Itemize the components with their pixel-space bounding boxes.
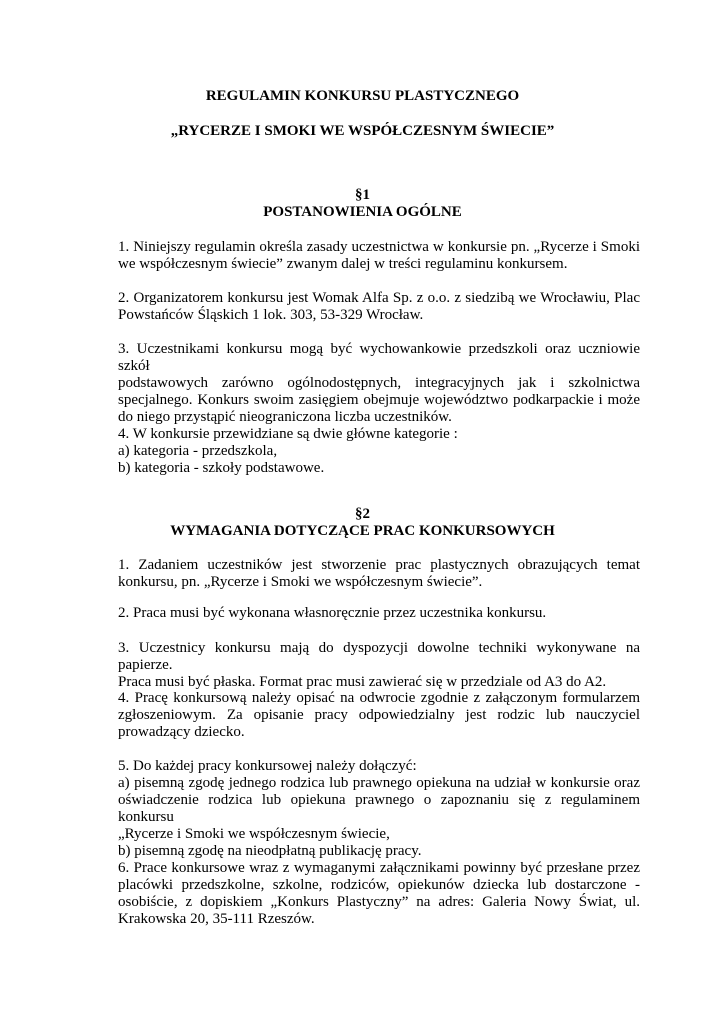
paragraph-line: placówki przedszkolne, szkolne, rodziców, opiekunów dziecka lub dostarczone - bbox=[118, 877, 640, 893]
section-number: §1 bbox=[355, 187, 370, 203]
paragraph-line: konkursu, pn. „Rycerze i Smoki we współczesnym świecie”. bbox=[118, 574, 483, 590]
section-heading: WYMAGANIA DOTYCZĄCE PRAC KONKURSOWYCH bbox=[170, 523, 555, 539]
section-heading: POSTANOWIENIA OGÓLNE bbox=[263, 204, 462, 220]
paragraph-line: 4. W konkursie przewidziane są dwie główne kategorie : bbox=[118, 426, 458, 442]
paragraph-line: a) pisemną zgodę jednego rodzica lub prawnego opiekuna na udział w konkursie oraz bbox=[118, 775, 640, 791]
paragraph-line: Powstańców Śląskich 1 lok. 303, 53-329 Wrocław. bbox=[118, 307, 424, 323]
paragraph-line: b) pisemną zgodę na nieodpłatną publikację pracy. bbox=[118, 843, 422, 859]
document-subtitle: „RYCERZE I SMOKI WE WSPÓŁCZESNYM ŚWIECIE” bbox=[170, 123, 555, 139]
paragraph-line: a) kategoria - przedszkola, bbox=[118, 443, 278, 459]
paragraph-line: podstawowych zarówno ogólnodostępnych, integracyjnych jak i szkolnictwa bbox=[118, 375, 640, 391]
paragraph bbox=[118, 426, 640, 477]
paragraph-line: b) kategoria - szkoły podstawowe. bbox=[118, 460, 325, 476]
paragraph-line: osobiście, z dopiskiem „Konkurs Plastyczny” na adres: Galeria Nowy Świat, ul. bbox=[118, 894, 640, 910]
paragraph-line: prowadzący dziecko. bbox=[118, 724, 245, 740]
paragraph bbox=[118, 860, 640, 928]
paragraph-line: 5. Do każdej pracy konkursowej należy dołączyć: bbox=[118, 758, 417, 774]
section-number: §2 bbox=[355, 506, 370, 522]
paragraph-line: Krakowska 20, 35-111 Rzeszów. bbox=[118, 911, 315, 927]
paragraph bbox=[118, 605, 640, 622]
paragraph bbox=[118, 557, 640, 591]
paragraph bbox=[118, 290, 640, 324]
paragraph-line: 6. Prace konkursowe wraz z wymaganymi załącznikami powinny być przesłane przez bbox=[118, 860, 640, 876]
paragraph bbox=[118, 640, 640, 691]
paragraph bbox=[118, 758, 640, 860]
paragraph-line: 4. Pracę konkursową należy opisać na odwrocie zgodnie z załączonym formularzem bbox=[118, 690, 640, 706]
paragraph-line: we współczesnym świecie” zwanym dalej w treści regulaminu konkursem. bbox=[118, 256, 568, 272]
paragraph-line: zgłoszeniowym. Za opisanie pracy odpowiedzialny jest rodzic lub nauczyciel bbox=[118, 707, 640, 723]
paragraph-line: 3. Uczestnikami konkursu mogą być wychowankowie przedszkoli oraz uczniowie szkół bbox=[118, 341, 640, 374]
paragraph-line: 1. Niniejszy regulamin określa zasady uczestnictwa w konkursie pn. „Rycerze i Smoki bbox=[118, 239, 640, 255]
paragraph bbox=[118, 341, 640, 426]
paragraph bbox=[118, 690, 640, 741]
paragraph-line: 2. Organizatorem konkursu jest Womak Alfa Sp. z o.o. z siedzibą we Wrocławiu, Plac bbox=[118, 290, 640, 306]
document-title: REGULAMIN KONKURSU PLASTYCZNEGO bbox=[205, 88, 520, 104]
paragraph-line: 2. Praca musi być wykonana własnoręcznie przez uczestnika konkursu. bbox=[118, 605, 547, 621]
paragraph-line: specjalnego. Konkurs swoim zasięgiem obejmuje województwo podkarpackie i może bbox=[118, 392, 640, 408]
paragraph-line: oświadczenie rodzica lub opiekuna prawnego o zapoznaniu się z regulaminem konkursu bbox=[118, 792, 640, 825]
paragraph-line: 1. Zadaniem uczestników jest stworzenie prac plastycznych obrazujących temat bbox=[118, 557, 640, 573]
paragraph bbox=[118, 239, 640, 273]
paragraph-line: do niego przystąpić nieograniczona liczba uczestników. bbox=[118, 409, 452, 425]
paragraph-line: „Rycerze i Smoki we współczesnym świecie, bbox=[118, 826, 390, 842]
paragraph-line: Praca musi być płaska. Format prac musi zawierać się w przedziale od A3 do A2. bbox=[118, 674, 607, 690]
paragraph-line: 3. Uczestnicy konkursu mają do dyspozycji dowolne techniki wykonywane na papierze. bbox=[118, 640, 640, 673]
